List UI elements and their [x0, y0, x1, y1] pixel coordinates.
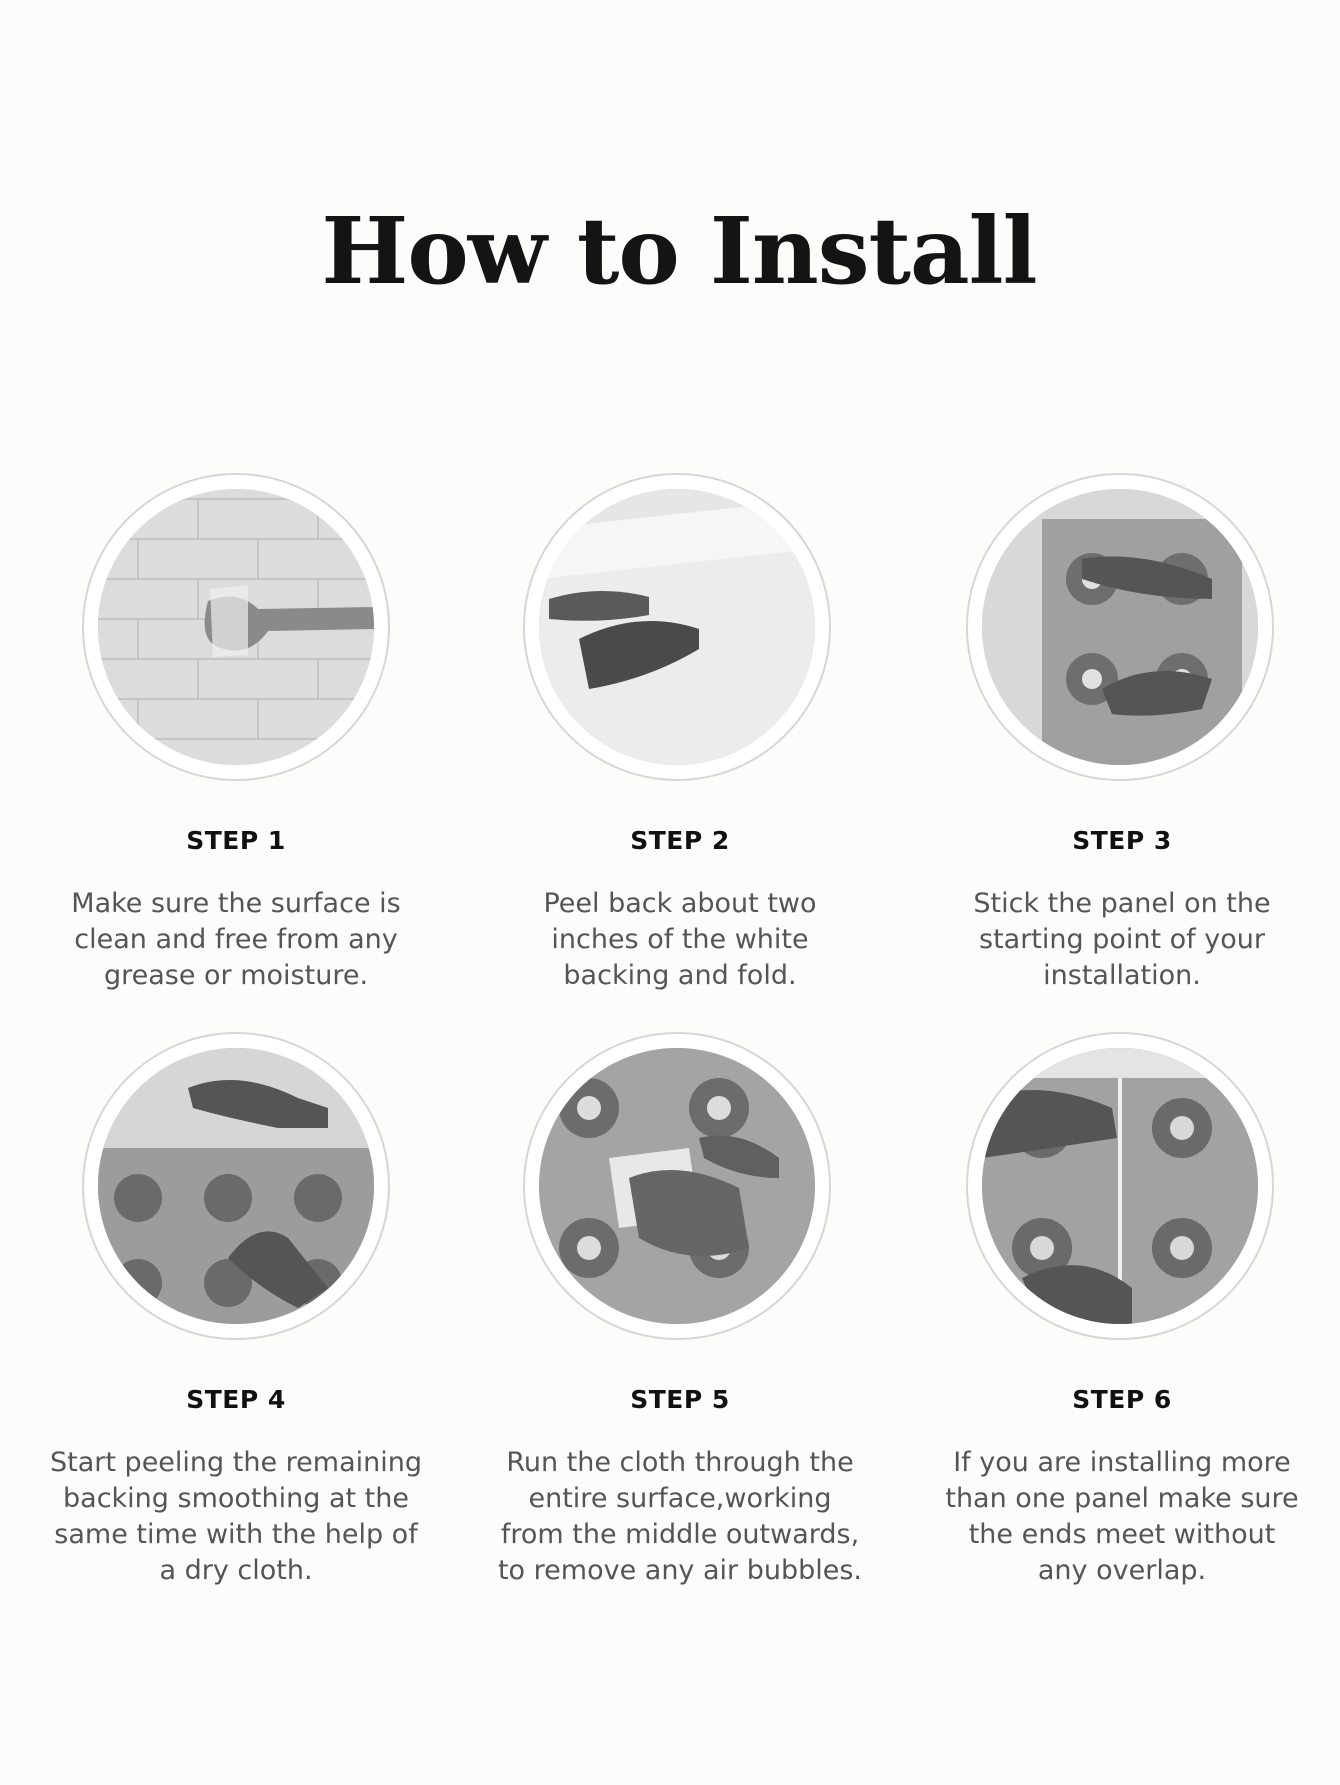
step-4-label: STEP 4 [186, 1385, 286, 1414]
step-2-photo [523, 473, 831, 781]
step-6-label: STEP 6 [1072, 1385, 1172, 1414]
page-title: How to Install [321, 197, 1037, 305]
step-2-label: STEP 2 [630, 826, 730, 855]
step-2-description: Peel back about two inches of the white backing and fold. [543, 888, 817, 991]
step-6-photo [966, 1032, 1274, 1340]
step-5-label: STEP 5 [630, 1385, 730, 1414]
hands-peeling-remaining-backing-image [98, 1048, 374, 1324]
step-3-description: Stick the panel on the starting point of your installation. [973, 888, 1271, 991]
step-1-label: STEP 1 [186, 826, 286, 855]
hands-peeling-backing-image [539, 489, 815, 765]
step-6-description: If you are installing more than one panel make sure the ends meet without any overlap. [945, 1447, 1299, 1586]
hand-smoothing-with-cloth-image [539, 1048, 815, 1324]
step-5-photo [523, 1032, 831, 1340]
step-3-label: STEP 3 [1072, 826, 1172, 855]
step-4-description: Start peeling the remaining backing smoothing at the same time with the help of a dry cloth. [50, 1447, 422, 1586]
step-3-photo [966, 473, 1274, 781]
step-4-photo [82, 1032, 390, 1340]
hand-wiping-wall-image [98, 489, 374, 765]
step-1-description: Make sure the surface is clean and free from any grease or moisture. [71, 888, 401, 991]
hands-aligning-panels-image [982, 1048, 1258, 1324]
step-5-description: Run the cloth through the entire surface,working from the middle outwards, to remove any air bubbles. [497, 1447, 863, 1586]
hands-placing-tile-panel-image [982, 489, 1258, 765]
step-1-photo [82, 473, 390, 781]
